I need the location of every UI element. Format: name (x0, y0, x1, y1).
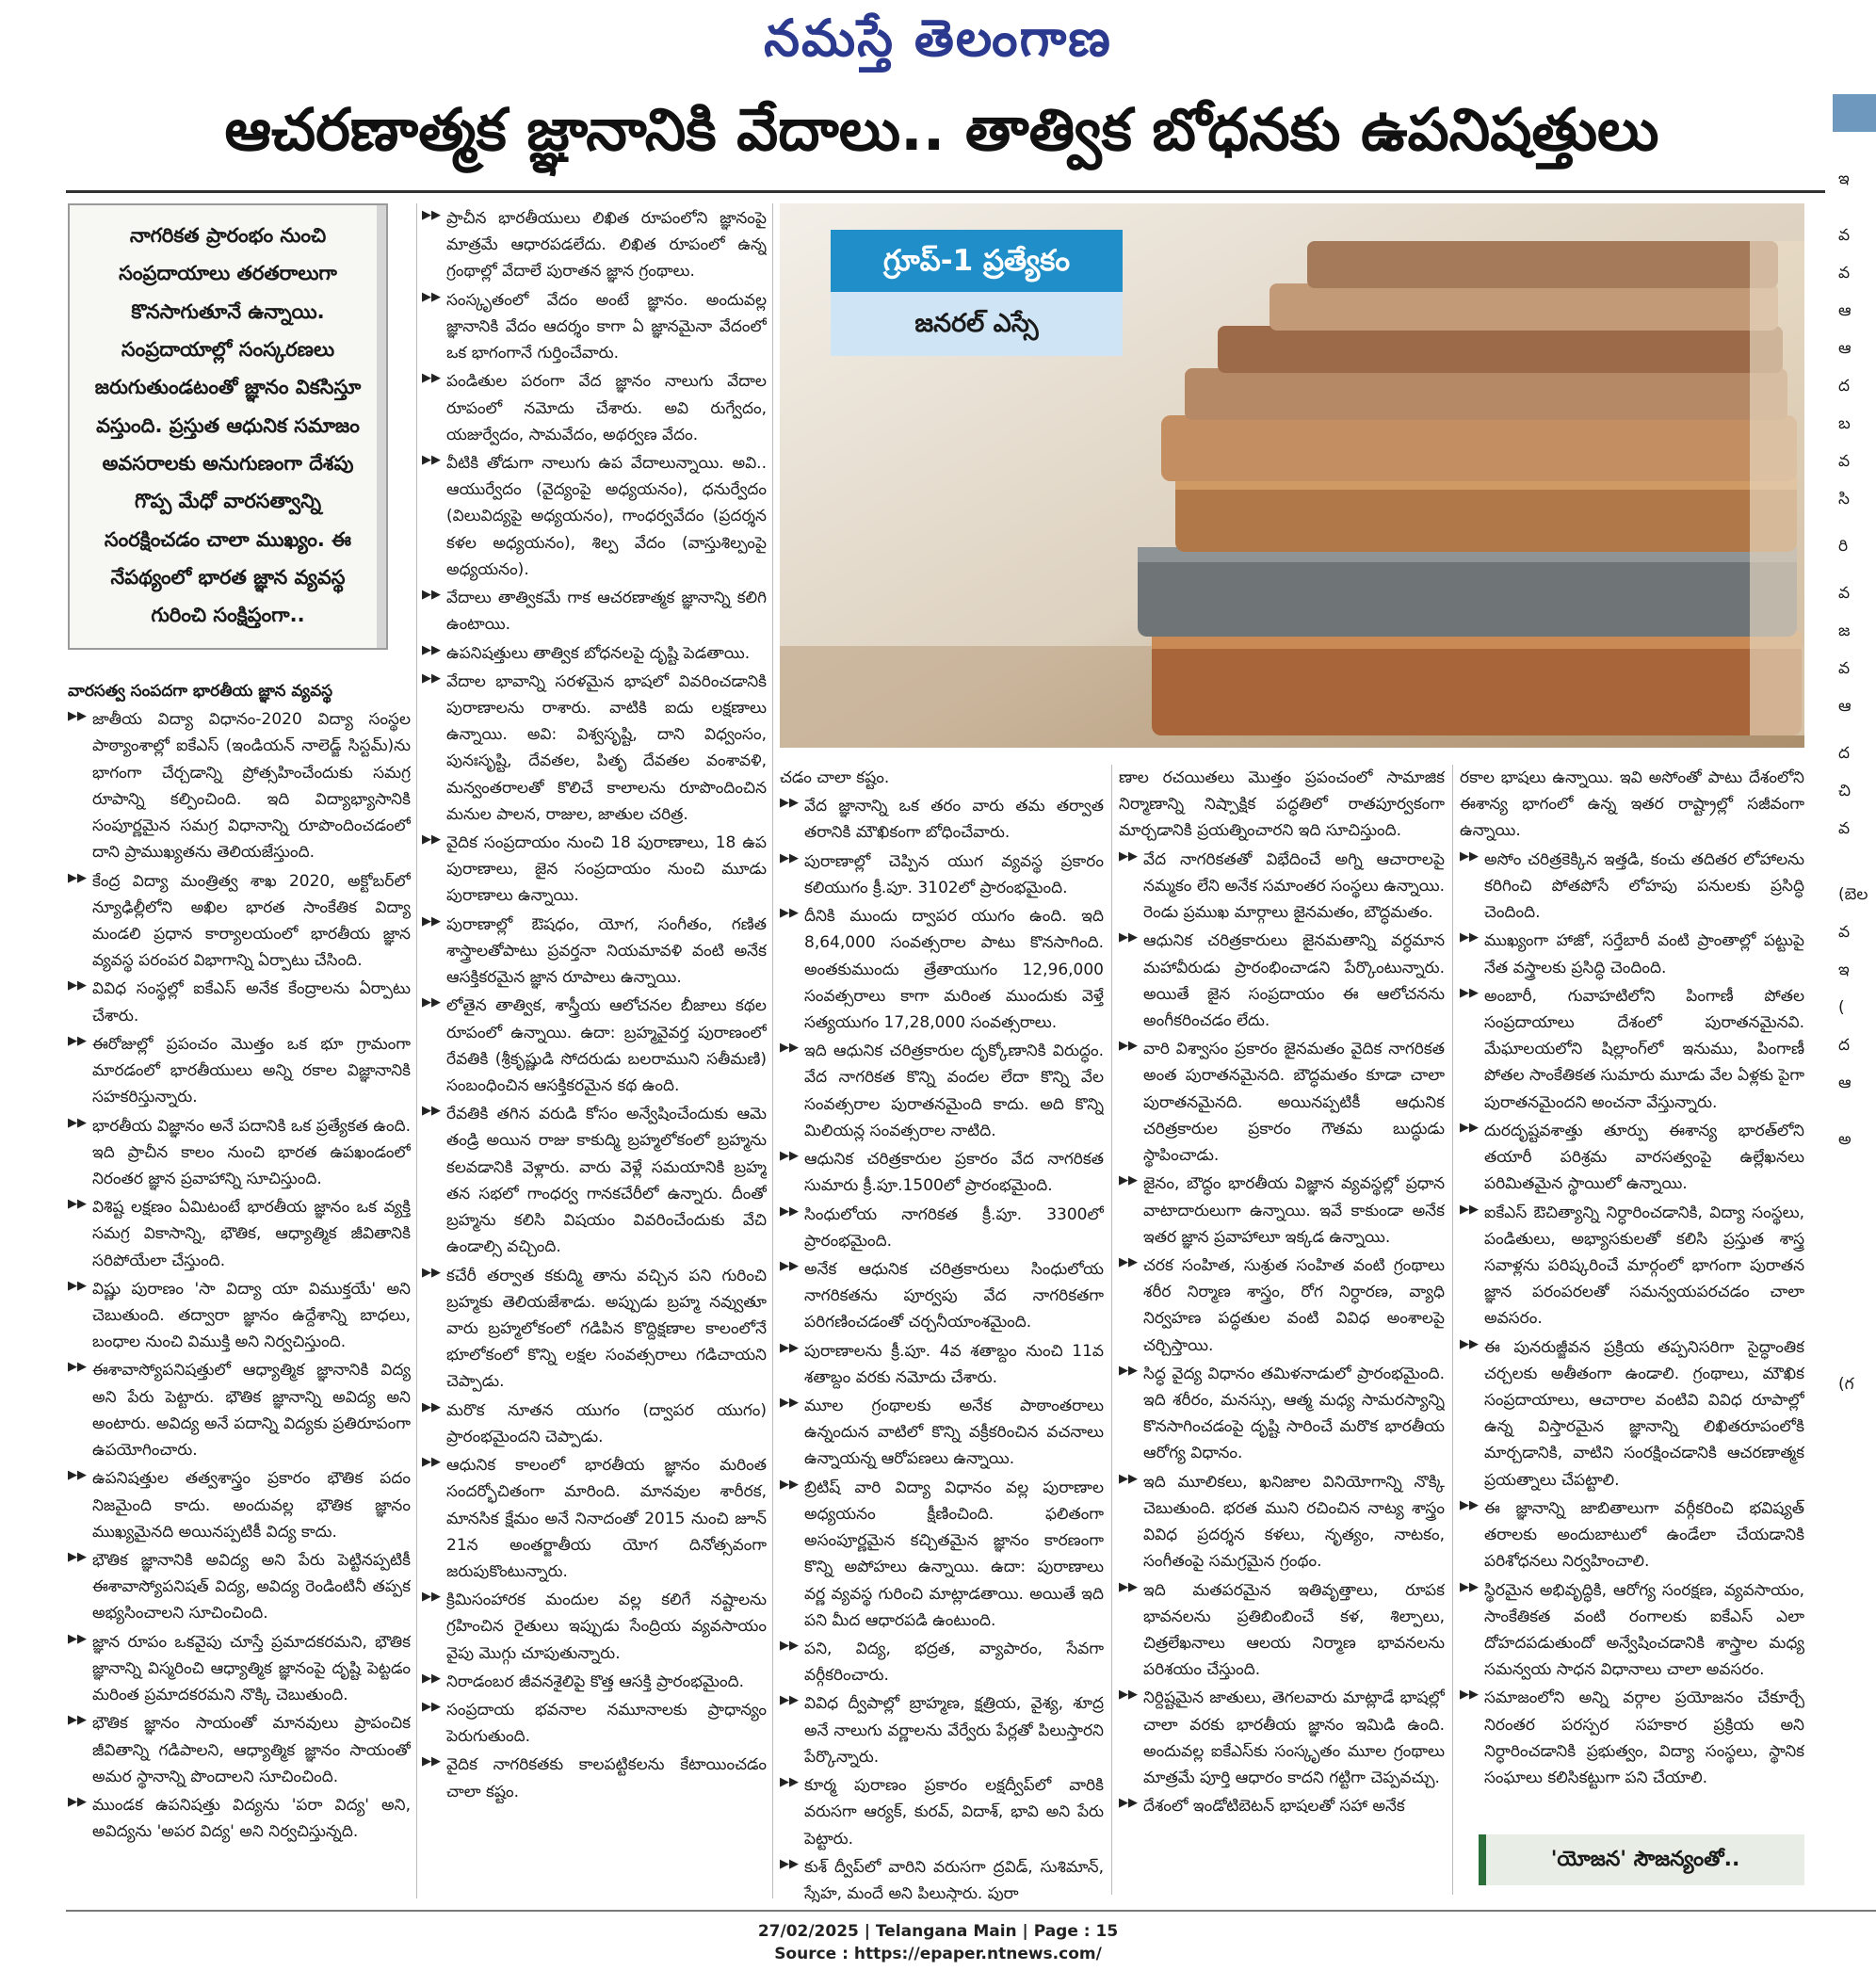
bullet-arrow-icon: ▶▶ (422, 1399, 441, 1414)
bullet-paragraph (68, 1710, 411, 1790)
bullet-text: వివిధ సంస్థల్లో ఐకేఎస్ అనేక కేంద్రాలను ఏర్పాటు చేశారు. (92, 979, 411, 1026)
bullet-paragraph (422, 585, 767, 638)
bullet-arrow-icon: ▶▶ (422, 1455, 441, 1470)
page-footer (0, 1921, 1876, 1966)
bullet-arrow-icon: ▶▶ (1119, 1688, 1138, 1703)
adjacent-text-fragment: ఇ (1838, 170, 1850, 188)
bullet-text: చరక సంహిత, సుశ్రుత సంహిత వంటి గ్రంథాలు శరీర నిర్మాణ శాస్త్రం, రోగ నిర్ధారణ, వ్యాధి నిర్వహణ పద్ధతుల వంటి వివిధ అంశాలపై చర్చిస్తాయి. (1143, 1255, 1445, 1355)
bullet-arrow-icon: ▶▶ (1119, 1039, 1138, 1054)
bullet-paragraph (780, 1256, 1104, 1336)
bullet-text: వేద జ్ఞానాన్ని ఒక తరం వారు తమ తర్వాత తరానికి మౌఖికంగా బోధించేవారు. (804, 797, 1104, 843)
bullet-arrow-icon: ▶▶ (780, 1204, 799, 1219)
bullet-paragraph (1119, 1252, 1445, 1359)
bullet-paragraph (422, 287, 767, 367)
bullet-arrow-icon: ▶▶ (1460, 1202, 1479, 1217)
bullet-paragraph (422, 993, 767, 1099)
bullet-paragraph (1119, 1469, 1445, 1575)
bullet-arrow-icon: ▶▶ (68, 1033, 87, 1048)
bullet-arrow-icon: ▶▶ (1460, 930, 1479, 945)
bullet-arrow-icon: ▶▶ (68, 1468, 87, 1483)
bullet-paragraph (1119, 1036, 1445, 1169)
bullet-arrow-icon: ▶▶ (68, 1631, 87, 1646)
bullet-paragraph (68, 1547, 411, 1627)
bullet-text: వారి విశ్వాసం ప్రకారం జైనమతం వైదిక నాగరికత అంత పురాతనమైనది. బౌద్ధమతం కూడా చాలా పురాతనమైనది. అయినప్పటికీ ఆధునిక చరిత్రకారుల ప్రకారం గౌతమ బుద్ధుడు స్థాపించాడు. (1143, 1040, 1445, 1166)
bullet-text: ఆధునిక కాలంలో భారతీయ జ్ఞానం మరింత సందర్భోచితంగా మారింది. మానవుల శారీరక, మానసిక క్షేమం అనే నినాదంతో 2015 నుంచి జూన్ 21న అంతర్జాతీయ యోగ దినోత్సవంగా జరుపుకొంటున్నారు. (446, 1456, 767, 1581)
bullet-paragraph (780, 848, 1104, 901)
bullet-arrow-icon: ▶▶ (68, 978, 87, 994)
bullet-paragraph (1460, 1334, 1804, 1494)
bullet-text: మూల గ్రంథాలకు అనేక పాఠాంతరాలు ఉన్నందున వాటిలో కొన్ని వక్రీకరించిన వచనాలు ఉన్నాయన్న ఆరోపణలు ఉన్నాయి. (804, 1397, 1104, 1469)
bullet-text: నిరాడంబర జీవనశైలిపై కొత్త ఆసక్తి ప్రారంభమైంది. (446, 1672, 745, 1691)
bullet-text: పని, విద్య, భద్రత, వ్యాపారం, సేవగా వర్గీకరించారు. (804, 1640, 1104, 1686)
bullet-paragraph (68, 1194, 411, 1274)
intro-box (68, 203, 388, 650)
column-divider (772, 203, 773, 1898)
column-2 (422, 205, 767, 1900)
bullet-text: రేవతికి తగిన వరుడి కోసం అన్వేషించేందుకు ఆమె తండ్రి అయిన రాజు కాకుద్మి బ్రహ్మలోకంలో బ్రహ్మను కలవడానికి వెళ్లారు. వారు వెళ్లే సమయానికి బ్రహ్మ తన సభలో గాంధర్వ గానకచేరీలో ఉన్నారు. దీంతో బ్రహ్మను కలిసి విషయం వివరించేందుకు వేచి ఉండాల్సి వచ్చింది. (446, 1105, 767, 1257)
bullet-paragraph (1460, 1577, 1804, 1684)
adjacent-text-fragment: ఇ (1838, 961, 1850, 979)
bullet-arrow-icon: ▶▶ (780, 1693, 799, 1708)
newspaper-masthead: నమస్తే తెలంగాణ (764, 8, 1112, 68)
bullet-text: అనేక ఆధునిక చరిత్రకారులు సింధులోయ నాగరికతను పూర్వపు వేద నాగరికతగా పరిగణించడంతో చర్చనీయాంశమైంది. (804, 1259, 1104, 1333)
bullet-paragraph (1460, 1495, 1804, 1575)
bullet-arrow-icon: ▶▶ (68, 1115, 87, 1130)
article-headline: ఆచరణాత్మక జ్ఞానానికి వేదాలు.. తాత్విక బోధనకు ఉపనిషత్తులు (224, 95, 1659, 164)
bullet-paragraph (422, 1752, 767, 1804)
bullet-text: ఈ పునరుజ్జీవన ప్రక్రియ తప్పనిసరిగా సైద్ధాంతిక చర్చలకు అతీతంగా ఉండాలి. గ్రంథాలు, మౌఖిక సంప్రదాయాలు, ఆచారాల వంటివి వివిధ రూపాల్లో ఉన్న విస్తారమైన జ్ఞానాన్ని లిఖితరూపంలోకి మార్చడానికి, వాటిని సంరక్షించడానికి ఆచరణాత్మక ప్రయత్నాలు చేపట్టాలి. (1484, 1337, 1804, 1490)
bullet-paragraph (68, 1465, 411, 1545)
bullet-text: ఈశావాస్యోపనిషత్తులో ఆధ్యాత్మిక జ్ఞానానికి విద్య అని పేరు పెట్టారు. భౌతిక జ్ఞానాన్ని అవిద్య అని అంటారు. అవిద్య అనే పదాన్ని విద్యకు ప్రతిరూపంగా ఉపయోగించారు. (92, 1361, 411, 1461)
bullet-text: ఇది మూలికలు, ఖనిజాల వినియోగాన్ని నొక్కి చెబుతుంది. భరత ముని రచించిన నాట్య శాస్త్రం వివిధ ప్రదర్శన కళలు, నృత్యం, నాటకం, సంగీతంపై సమగ్రమైన గ్రంథం. (1143, 1472, 1445, 1572)
bullet-arrow-icon: ▶▶ (422, 642, 441, 657)
bullet-text: ఈ జ్ఞానాన్ని జాబితాలుగా వర్గీకరించి భవిష్యత్ తరాలకు అందుబాటులో ఉండేలా చేయడానికి పరిశోధనలు నిర్వహించాలి. (1484, 1498, 1804, 1572)
bullet-arrow-icon: ▶▶ (1119, 848, 1138, 864)
bullet-arrow-icon: ▶▶ (1119, 1796, 1138, 1811)
bullet-text: ఆధునిక చరిత్రకారుల ప్రకారం వేద నాగరికత సుమారు క్రీ.పూ.1500లో ప్రారంభమైంది. (804, 1150, 1104, 1196)
bullet-text: పండితుల పరంగా వేద జ్ఞానం నాలుగు వేదాల రూపంలో నమోదు చేశారు. అవి రుగ్వేదం, యజుర్వేదం, సామవేదం, అథర్వణ వేదం. (446, 372, 767, 444)
bullet-arrow-icon: ▶▶ (1119, 930, 1138, 945)
bullet-paragraph (780, 1393, 1104, 1473)
bullet-paragraph (68, 706, 411, 865)
courtesy-note: 'యోజన' సౌజన్యంతో.. (1479, 1834, 1804, 1885)
bullet-text: ఇది మతపరమైన ఇతివృత్తాలు, రూపక భావనలను ప్రతిబింబించే కళ, శిల్పాలు, చిత్రలేఖనాలు ఆలయ నిర్మాణ భావనలను పరిశయం చేస్తుంది. (1143, 1580, 1445, 1680)
bullet-text: కచేరీ తర్వాత కకుద్మి తాను వచ్చిన పని గురించి బ్రహ్మకు తెలియజేశాడు. అప్పుడు బ్రహ్మ నవ్వుతూ వారు బ్రహ్మలోకంలో గడిపిన కొద్దిక్షణాల కాలంలోనే భూలోకంలో కొన్ని లక్షల సంవత్సరాలు గడిచాయని చెప్పాడు. (446, 1266, 767, 1392)
bottom-rule (66, 1910, 1876, 1912)
bullet-arrow-icon: ▶▶ (1460, 848, 1479, 864)
adjacent-text-fragment: వ (1838, 659, 1851, 678)
bullet-paragraph (780, 793, 1104, 846)
bullet-paragraph (1460, 847, 1804, 927)
bullet-arrow-icon: ▶▶ (422, 289, 441, 304)
bullet-text: విష్ణు పురాణం 'సా విద్యా యా విముక్తయే' అని చెబుతుంది. తద్వారా జ్ఞానం ఉద్దేశాన్ని బాధలు, బంధాల నుంచి విముక్తి అని నిర్వచిస్తుంది. (92, 1279, 411, 1352)
top-rule (66, 190, 1825, 193)
bullet-text: దీనికి ముందు ద్వాపర యుగం ఉంది. ఇది 8,64,000 సంవత్సరాల పాటు కొనసాగింది. అంతకుముందు త్రేతాయుగం 12,96,000 సంవత్సరాలు కాగా మరింత ముందుకు వెళ్తే సత్యయుగం 17,28,000 సంవత్సరాలు. (804, 907, 1104, 1032)
column-lead: చడం చాలా కష్టం. (780, 768, 890, 787)
bullet-arrow-icon: ▶▶ (68, 1278, 87, 1293)
bullet-arrow-icon: ▶▶ (780, 1149, 799, 1164)
bullet-paragraph (68, 1357, 411, 1463)
bullet-paragraph (1460, 983, 1804, 1116)
bullet-paragraph (422, 640, 767, 667)
adjacent-text-fragment: వ (1838, 923, 1851, 942)
adjacent-text-fragment: వ (1838, 819, 1851, 838)
bullet-paragraph (68, 1031, 411, 1111)
bullet-text: సమాజంలోని అన్ని వర్గాల ప్రయోజనం చేకూర్చే నిరంతర పరస్పర సహకార ప్రక్రియ అని నిర్ధారించడానికి ప్రభుత్వం, విద్యా సంస్థలు, స్థానిక సంఘాలు కలిసికట్టుగా పని చేయాలి. (1484, 1688, 1804, 1788)
bullet-text: ఉపనిషత్తుల తత్వశాస్త్రం ప్రకారం భౌతిక పదం నిజమైంది కాదు. అందువల్ల భౌతిక జ్ఞానం ముఖ్యమైనది అయినప్పటికీ విద్య కాదు. (92, 1469, 411, 1542)
bullet-text: వేద నాగరికతతో విభేదించే అగ్ని ఆచారాలపై నమ్మకం లేని అనేక సమాంతర సంస్థలు ఉన్నాయి. రెండు ప్రముఖ మార్గాలు జైనమతం, బౌద్ధమతం. (1143, 849, 1445, 923)
bullet-paragraph (780, 1772, 1104, 1852)
bullet-paragraph (422, 1669, 767, 1695)
adjacent-text-fragment: చి (1838, 782, 1852, 800)
bullet-text: వేదాల భావాన్ని సరళమైన భాషలో వివరించడానికి పురాణాలను రాశారు. వాటికి ఐదు లక్షణాలు ఉన్నాయి. అవి: విశ్వసృష్టి, దాని విధ్వంసం, పునఃసృష్టి, దేవతల, పితృ దేవతల వంశావళి, మన్వంతరాలతో కొలిచే కాలాలను రూపొందించిన మనుల పాలన, రాజుల, జాతుల చరిత్ర. (446, 671, 767, 824)
bullet-arrow-icon: ▶▶ (780, 1258, 799, 1273)
bullet-arrow-icon: ▶▶ (68, 1794, 87, 1809)
adjacent-text-fragment: (బెల (1838, 885, 1868, 904)
bullet-text: కూర్మ పురాణం ప్రకారం లక్షద్వీప్‌లో వారికి వరుసగా ఆర్యక్, కురవ్, విదాశ్, భావి అని పేరు పెట్టారు. (804, 1776, 1104, 1849)
bullet-arrow-icon: ▶▶ (422, 913, 441, 929)
bullet-text: దేశంలో ఇండోటిబెటన్ భాషలతో సహా అనేక (1143, 1797, 1405, 1817)
adjacent-text-fragment: జ (1838, 622, 1851, 640)
adjacent-text-fragment: వ (1838, 264, 1851, 283)
bullet-paragraph (422, 1263, 767, 1396)
bullet-paragraph (422, 669, 767, 828)
adjacent-text-fragment: ద (1838, 1036, 1851, 1055)
bullet-arrow-icon: ▶▶ (1460, 1497, 1479, 1512)
bullet-paragraph (1119, 1171, 1445, 1251)
bullet-arrow-icon: ▶▶ (422, 670, 441, 686)
bullet-arrow-icon: ▶▶ (1460, 1579, 1479, 1594)
bullet-text: జాతీయ విద్యా విధానం-2020 విద్యా సంస్థల పాఠ్యాంశాల్లో ఐకేఎస్ (ఇండియన్ నాలెడ్జ్ సిస్టమ్)ను భాగంగా చేర్చడాన్ని ప్రోత్సహించేందుకు సమగ్ర రూపాన్ని కల్పించింది. ఇది విద్యాభ్యాసానికి సంపూర్ణమైన సమగ్ర విధానాన్ని రూపొందించడంలో దాని ప్రాముఖ్యతను తెలియజేస్తుంది. (92, 710, 411, 863)
bullet-paragraph (1119, 1793, 1445, 1819)
bullet-paragraph (1119, 928, 1445, 1034)
badge-subtitle: జనరల్ ఎస్సే (831, 292, 1123, 356)
bullet-paragraph (780, 903, 1104, 1036)
adjacent-photo-edge (1833, 94, 1876, 132)
bullet-text: విశిష్ట లక్షణం ఏమిటంటే భారతీయ జ్ఞానం ఒక వ్యక్తి సమగ్ర వికాసాన్ని, భౌతిక, ఆధ్యాత్మిక జీవితానికి సరిపోయేలా చేస్తుంది. (92, 1198, 411, 1270)
bullet-paragraph (422, 450, 767, 583)
bullet-arrow-icon: ▶▶ (1460, 985, 1479, 1000)
bullet-paragraph (422, 205, 767, 285)
bullet-arrow-icon: ▶▶ (780, 796, 799, 811)
group1-special-badge (831, 230, 1123, 356)
bullet-arrow-icon: ▶▶ (68, 1550, 87, 1564)
footer-edition-line: 27/02/2025 | Telangana Main | Page : 15 (757, 1922, 1119, 1941)
bullet-arrow-icon: ▶▶ (68, 1197, 87, 1212)
column-4 (1119, 765, 1445, 1902)
adjacent-text-fragment: వ (1838, 452, 1851, 471)
bullet-text: ముఖ్యంగా హాజో, సర్తేబారీ వంటి ప్రాంతాల్లో పట్టుపై నేత వస్త్రాలకు ప్రసిద్ధి చెందింది. (1484, 931, 1804, 977)
bullet-text: కుశ్ ద్వీప్‌లో వారిని వరుసగా ద్రవిడ్, సుశిమాన్, స్నేహ, మందే అని పిలుస్తారు. పురా (804, 1857, 1104, 1902)
bullet-text: ఐకేఎస్ ఔచిత్యాన్ని నిర్ధారించడానికి, విద్యా సంస్థలు, పండితులు, అభ్యాసకులతో కలిసి ప్రస్తుత శాస్త్ర సవాళ్లను పరిష్కరించే మార్గంలో భాగంగా పురాతన జ్ఞాన పరంపరలతో సమన్వయపరచడం చాలా అవసరం. (1484, 1203, 1804, 1329)
bullet-paragraph (780, 1338, 1104, 1391)
bullet-arrow-icon: ▶▶ (780, 1041, 799, 1056)
bullet-text: స్థిరమైన అభివృద్ధికి, ఆరోగ్య సంరక్షణ, వ్యవసాయం, సాంకేతికత వంటి రంగాలకు ఐకేఎస్ ఎలా దోహదపడుతుందో అన్వేషించడానికి శాస్త్రాల మధ్య సమన్వయ సాధన విధానాలు చాలా అవసరం. (1484, 1580, 1804, 1680)
bullet-arrow-icon: ▶▶ (68, 1360, 87, 1375)
bullet-text: సిద్ధ వైద్య విధానం తమిళనాడులో ప్రారంభమైంది. ఇది శరీరం, మనస్సు, ఆత్మ మధ్య సామరస్యాన్ని కొనసాగించడంపై దృష్టి సారించే మరొక భారతీయ ఆరోగ్య విధానం. (1143, 1364, 1445, 1463)
bullet-paragraph (422, 912, 767, 992)
bullet-paragraph (780, 1146, 1104, 1199)
column-1 (68, 678, 411, 1902)
bullet-text: సంప్రదాయ భవనాల నమూనాలకు ప్రాధాన్యం పెరుగుతుంది. (446, 1701, 767, 1747)
adjacent-text-fragment: ఆ (1838, 1074, 1852, 1092)
bullet-arrow-icon: ▶▶ (422, 588, 441, 603)
bullet-paragraph (780, 1854, 1104, 1902)
adjacent-text-fragment: బ (1838, 414, 1851, 433)
bullet-arrow-icon: ▶▶ (780, 1477, 799, 1492)
bullet-arrow-icon: ▶▶ (68, 870, 87, 885)
bullet-text: పురాణాలను క్రీ.పూ. 4వ శతాబ్దం నుంచి 11వ శతాబ్దం వరకు నమోదు చేశారు. (804, 1341, 1104, 1387)
bullet-arrow-icon: ▶▶ (780, 1639, 799, 1653)
bullet-paragraph (68, 1629, 411, 1709)
adjacent-text-fragment: ద (1838, 377, 1851, 396)
intro-text: నాగరికత ప్రారంభం నుంచి సంప్రదాయాలు తరతరాలుగా కొనసాగుతూనే ఉన్నాయి. సంప్రదాయాల్లో సంస్కరణలు జరుగుతుండటంతో జ్ఞానం వికసిస్తూ వస్తుంది. ప్రస్తుత ఆధునిక సమాజం అవసరాలకు అనుగుణంగా దేశపు గొప్ప మేధో వారసత్వాన్ని సంరక్షించడం చాలా ముఖ్యం. ఈ నేపథ్యంలో భారత జ్ఞాన వ్యవస్థ గురించి సంక్షిప్తంగా.. (94, 224, 362, 627)
bullet-paragraph (1460, 1685, 1804, 1791)
adjacent-text-fragment: వ (1838, 584, 1851, 603)
bullet-arrow-icon: ▶▶ (1119, 1471, 1138, 1486)
bullet-text: మరొక నూతన యుగం (ద్వాపర యుగం) ప్రారంభమైందని చెప్పాడు. (446, 1400, 767, 1446)
bullet-paragraph (422, 1397, 767, 1450)
bullet-paragraph (780, 1038, 1104, 1144)
bullet-paragraph (68, 1113, 411, 1193)
bullet-text: క్రిమిసంహారక మందుల వల్ల కలిగే నష్టాలను గ్రహించిన రైతులు ఇప్పుడు సేంద్రియ వ్యవసాయం వైపు మొగ్గు చూపుతున్నారు. (446, 1591, 767, 1663)
bullet-text: అసోం చరిత్రకెక్కిన ఇత్తడి, కంచు తదితర లోహాలను కరిగించి పోతపోసే లోహపు పనులకు ప్రసిద్ధి చెందింది. (1484, 849, 1804, 923)
bullet-arrow-icon: ▶▶ (422, 1754, 441, 1769)
bullet-arrow-icon: ▶▶ (422, 452, 441, 467)
column-divider (416, 203, 417, 1898)
adjacent-text-fragment: (గ (1838, 1375, 1854, 1394)
bullet-text: ఇది ఆధునిక చరిత్రకారుల దృక్కోణానికి విరుద్ధం. వేద నాగరికత కొన్ని వందల లేదా కొన్ని వేల సంవత్సరాల పురాతనమైంది కాదు. అది కొన్ని మిలియన్ల సంవత్సరాల నాటిది. (804, 1042, 1104, 1140)
bullet-paragraph (780, 1475, 1104, 1634)
bullet-paragraph (422, 1697, 767, 1750)
bullet-text: లోతైన తాత్విక, శాస్త్రీయ ఆలోచనల బీజాలు కథల రూపంలో ఉన్నాయి. ఉదా: బ్రహ్మవైవర్త పురాణంలో రేవతికి (శ్రీకృష్ణుడి సోదరుడు బలరాముని సతీమణి) సంబంధించిన ఆసక్తికరమైన కథ ఉంది. (446, 996, 767, 1095)
column-divider (1452, 765, 1453, 1895)
bullet-arrow-icon: ▶▶ (780, 850, 799, 865)
bullet-arrow-icon: ▶▶ (422, 995, 441, 1010)
bullet-text: బ్రిటిష్ వారి విద్యా విధానం వల్ల పురాణాల అధ్యయనం క్షీణించింది. ఫలితంగా అసంపూర్ణమైన కచ్చితమైన జ్ఞానం కారణంగా కొన్ని అపోహలు ఉన్నాయి. ఉదా: పురాణాలు వర్ణ వ్యవస్థ గురించి మాట్లాడతాయి. అయితే ఇది పని మీద ఆధారపడి ఉంటుంది. (804, 1478, 1104, 1630)
bullet-text: భౌతిక జ్ఞానానికి అవిద్య అని పేరు పెట్టినప్పటికీ ఈశావాస్యోపనిషత్ విద్య, అవిద్య రెండింటినీ తప్పక అభ్యసించాలని సూచించింది. (92, 1551, 411, 1624)
bullet-arrow-icon: ▶▶ (780, 906, 799, 921)
bullet-arrow-icon: ▶▶ (422, 371, 441, 386)
bullet-arrow-icon: ▶▶ (422, 1265, 441, 1280)
bullet-text: సంస్కృతంలో వేదం అంటే జ్ఞానం. అందువల్ల జ్ఞానానికి వేదం ఆదర్శం కాగా ఏ జ్ఞానమైనా వేదంలో ఒక భాగంగానే గుర్తించేవారు. (446, 290, 767, 363)
bullet-paragraph (422, 1101, 767, 1260)
bullet-text: ప్రాచీన భారతీయులు లిఖిత రూపంలోని జ్ఞానంపై మాత్రమే ఆధారపడలేదు. లిఖిత రూపంలో ఉన్న గ్రంథాల్లో వేదాలే పురాతన జ్ఞాన గ్రంథాలు. (446, 209, 767, 282)
bullet-arrow-icon: ▶▶ (1460, 1688, 1479, 1703)
bullet-paragraph (68, 868, 411, 975)
bullet-paragraph (422, 1452, 767, 1585)
bullet-text: ఉపనిషత్తులు తాత్విక బోధనలపై దృష్టి పెడతాయి. (446, 643, 751, 663)
bullet-arrow-icon: ▶▶ (1460, 1336, 1479, 1351)
bullet-paragraph (1460, 1118, 1804, 1198)
bullet-text: నిర్దిష్టమైన జాతులు, తెగలవారు మాట్లాడే భాషల్లో చాలా వరకు భారతీయ జ్ఞానం ఇమిడి ఉంది. అందువల్ల ఐకేఎస్‌కు సంస్కృతం మూల గ్రంథాలు మాత్రమే పూర్తి ఆధారం కాదని గట్టిగా చెప్పవచ్చు. (1143, 1688, 1445, 1788)
bullet-paragraph (780, 1202, 1104, 1254)
adjacent-text-fragment: అ (1838, 1130, 1852, 1149)
bullet-paragraph (1119, 1685, 1445, 1791)
bullet-arrow-icon: ▶▶ (1119, 1173, 1138, 1188)
bullet-arrow-icon: ▶▶ (68, 709, 87, 724)
bullet-arrow-icon: ▶▶ (1460, 1120, 1479, 1135)
bullet-text: సింధులోయ నాగరికత క్రీ.పూ. 3300లో ప్రారంభమైంది. (804, 1204, 1104, 1251)
bullet-arrow-icon: ▶▶ (422, 1104, 441, 1119)
bullet-paragraph (780, 1690, 1104, 1770)
bullet-text: కేంద్ర విద్యా మంత్రిత్వ శాఖ 2020, అక్టోబర్‌లో న్యూఢిల్లీలోని అఖిల భారత సాంకేతిక విద్యా మండలి ప్రధాన కార్యాలయంలో భారతీయ జ్ఞాన వ్యవస్థ పరంపర విభాగాన్ని ఏర్పాటు చేసింది. (92, 871, 411, 971)
bullet-text: ఆధునిక చరిత్రకారులు జైనమతాన్ని వర్ధమాన మహావీరుడు ప్రారంభించాడని పేర్కొంటున్నారు. అయితే జైన సంప్రదాయం ఈ ఆలోచనను అంగీకరించడం లేదు. (1143, 931, 1445, 1030)
adjacent-text-fragment: రి (1838, 537, 1849, 556)
adjacent-article-strip (1829, 94, 1876, 1912)
bullet-text: వైదిక సంప్రదాయం నుంచి 18 పురాణాలు, 18 ఉప పురాణాలు, జైన సంప్రదాయం నుంచి మూడు పురాణాలు ఉన్నాయి. (446, 833, 767, 906)
bullet-text: భౌతిక జ్ఞానం సాయంతో మానవులు ప్రాపంచిక జీవితాన్ని గడిపాలని, ఆధ్యాత్మిక జ్ఞానం సాయంతో అమర స్థానాన్ని పొందాలని సూచించింది. (92, 1714, 411, 1786)
column-3 (780, 765, 1104, 1902)
adjacent-text-fragment: ఆ (1838, 697, 1852, 716)
bullet-arrow-icon: ▶▶ (1119, 1579, 1138, 1594)
bullet-paragraph (780, 1636, 1104, 1688)
bullet-text: వివిధ ద్వీపాల్లో బ్రాహ్మణ, క్షత్రియ, వైశ్య, శూద్ర అనే నాలుగు వర్ణాలను వేర్వేరు పేర్లతో పిలుస్తారని పేర్కొన్నారు. (804, 1694, 1104, 1767)
column-divider (1111, 765, 1112, 1895)
column-lead: ణాల రచయితలు మొత్తం ప్రపంచంలో సామాజిక నిర్మాణాన్ని నిష్పాక్షిక పద్ధతిలో రాతపూర్వకంగా మార్చడానికి ప్రయత్నించారని ఇది సూచిస్తుంది. (1119, 768, 1445, 841)
adjacent-text-fragment: ఆ (1838, 301, 1852, 320)
bullet-text: ముండక ఉపనిషత్తు విద్యను 'పరా విద్య' అని, అవిద్యను 'అపర విద్య' అని నిర్వచిస్తున్నది. (92, 1795, 411, 1842)
bullet-text: దురదృష్టవశాత్తు తూర్పు ఈశాన్య భారత్‌లోని తయారీ పరిశ్రమ వారసత్వంపై ఉల్లేఖనలు పరిమితమైన స్థాయిలో ఉన్నాయి. (1484, 1121, 1804, 1194)
bullet-text: అంబారీ, గువాహటిలోని పింగాణీ పోతల సంప్రదాయాలు దేశంలో పురాతనమైనవి. మేఘాలయలోని షిల్లాంగ్‌లో ఇనుము, పింగాణీ పోతల సాంకేతికత సుమారు మూడు వేల ఏళ్లకు పైగా పురాతనమైందని అంచనా వేస్తున్నారు. (1484, 986, 1804, 1112)
column-lead: రకాల భాషలు ఉన్నాయి. ఇవి అసోంతో పాటు దేశంలోని ఈశాన్య భాగంలో ఉన్న ఇతర రాష్ట్రాల్లో సజీవంగా ఉన్నాయి. (1460, 768, 1804, 841)
column-5 (1460, 765, 1804, 1827)
bullet-arrow-icon: ▶▶ (422, 208, 441, 222)
bullet-paragraph (68, 976, 411, 1028)
bullet-paragraph (422, 368, 767, 448)
bullet-paragraph (1460, 928, 1804, 980)
bullet-paragraph (1119, 1577, 1445, 1684)
bullet-text: జ్ఞాన రూపం ఒకవైపు చూస్తే ప్రమాదకరమని, భౌతిక జ్ఞానాన్ని విస్మరించి ఆధ్యాత్మిక జ్ఞానంపై దృష్టి పెట్టడం మరింత ప్రమాదకరమని నొక్కి చెబుతుంది. (92, 1632, 411, 1705)
intro-box-shadow (377, 205, 388, 648)
section-title: వారసత్వ సంపదగా భారతీయ జ్ఞాన వ్యవస్థ (68, 682, 333, 701)
bullet-text: జైనం, బౌద్ధం భారతీయ విజ్ఞాన వ్యవస్థల్లో ప్రధాన వాటాదారులుగా ఉన్నాయి. ఇవే కాకుండా అనేక ఇతర జ్ఞాన ప్రవాహాలూ ఇక్కడ ఉన్నాయి. (1143, 1174, 1445, 1247)
bullet-arrow-icon: ▶▶ (422, 1671, 441, 1686)
bullet-arrow-icon: ▶▶ (422, 832, 441, 848)
adjacent-text-fragment: వ (1838, 226, 1851, 245)
adjacent-text-fragment: సి (1838, 490, 1850, 509)
badge-title: గ్రూప్-1 ప్రత్యేకం (831, 230, 1123, 292)
bullet-text: వేదాలు తాత్వికమే గాక ఆచరణాత్మక జ్ఞానాన్ని కలిగి ఉంటాయి. (446, 589, 767, 635)
bullet-arrow-icon: ▶▶ (1119, 1363, 1138, 1378)
bullet-paragraph (422, 830, 767, 910)
bullet-text: భారతీయ విజ్ఞానం అనే పదానికి ఒక ప్రత్యేకత ఉంది. ఇది ప్రాచీన కాలం నుంచి భారత ఉపఖండంలో నిరంతర జ్ఞాన ప్రవాహాన్ని సూచిస్తుంది. (92, 1116, 411, 1188)
bullet-arrow-icon: ▶▶ (1119, 1254, 1138, 1269)
bullet-arrow-icon: ▶▶ (422, 1700, 441, 1715)
adjacent-text-fragment: ఆ (1838, 339, 1852, 358)
bullet-text: వీటికి తోడుగా నాలుగు ఉప వేదాలున్నాయి. అవి.. ఆయుర్వేదం (వైద్యంపై అధ్యయనం), ధనుర్వేదం (విలువిద్యపై అధ్యయనం), గాంధర్వవేదం (ప్రదర్శన కళల అధ్యయనం), శిల్ప వేదం (వాస్తుశిల్పంపై అధ్యయనం). (446, 453, 767, 579)
bullet-paragraph (68, 1276, 411, 1356)
bullet-text: పురాణాల్లో ఔషధం, యోగ, సంగీతం, గణిత శాస్త్రాలతోపాటు ప్రవర్తనా నియమావళి వంటి అనేక ఆసక్తికరమైన జ్ఞాన రూపాలు ఉన్నాయి. (446, 914, 767, 988)
bullet-text: ఈరోజుల్లో ప్రపంచం మొత్తం ఒక భూ గ్రామంగా మారడంలో భారతీయులు అన్ని రకాల విజ్ఞానానికి సహకరిస్తున్నారు. (92, 1034, 411, 1107)
bullet-arrow-icon: ▶▶ (780, 1340, 799, 1355)
bullet-paragraph (1460, 1200, 1804, 1333)
adjacent-text-fragment: ద (1838, 744, 1851, 763)
bullet-arrow-icon: ▶▶ (68, 1713, 87, 1728)
bullet-arrow-icon: ▶▶ (780, 1396, 799, 1411)
bullet-arrow-icon: ▶▶ (780, 1856, 799, 1871)
adjacent-text-fragment: ( (1838, 998, 1845, 1017)
bullet-paragraph (1119, 847, 1445, 927)
footer-source-line: Source : https://epaper.ntnews.com/ (774, 1944, 1102, 1963)
bullet-arrow-icon: ▶▶ (422, 1590, 441, 1605)
bullet-arrow-icon: ▶▶ (780, 1775, 799, 1790)
bullet-paragraph (1119, 1361, 1445, 1467)
bullet-paragraph (422, 1587, 767, 1667)
bullet-paragraph (68, 1792, 411, 1845)
bullet-text: వైదిక నాగరికతకు కాలపట్టికలను కేటాయించడం చాలా కష్టం. (446, 1755, 767, 1801)
bullet-text: పురాణాల్లో చెప్పిన యుగ వ్యవస్థ ప్రకారం కలియుగం క్రీ.పూ. 3102లో ప్రారంభమైంది. (804, 851, 1104, 897)
